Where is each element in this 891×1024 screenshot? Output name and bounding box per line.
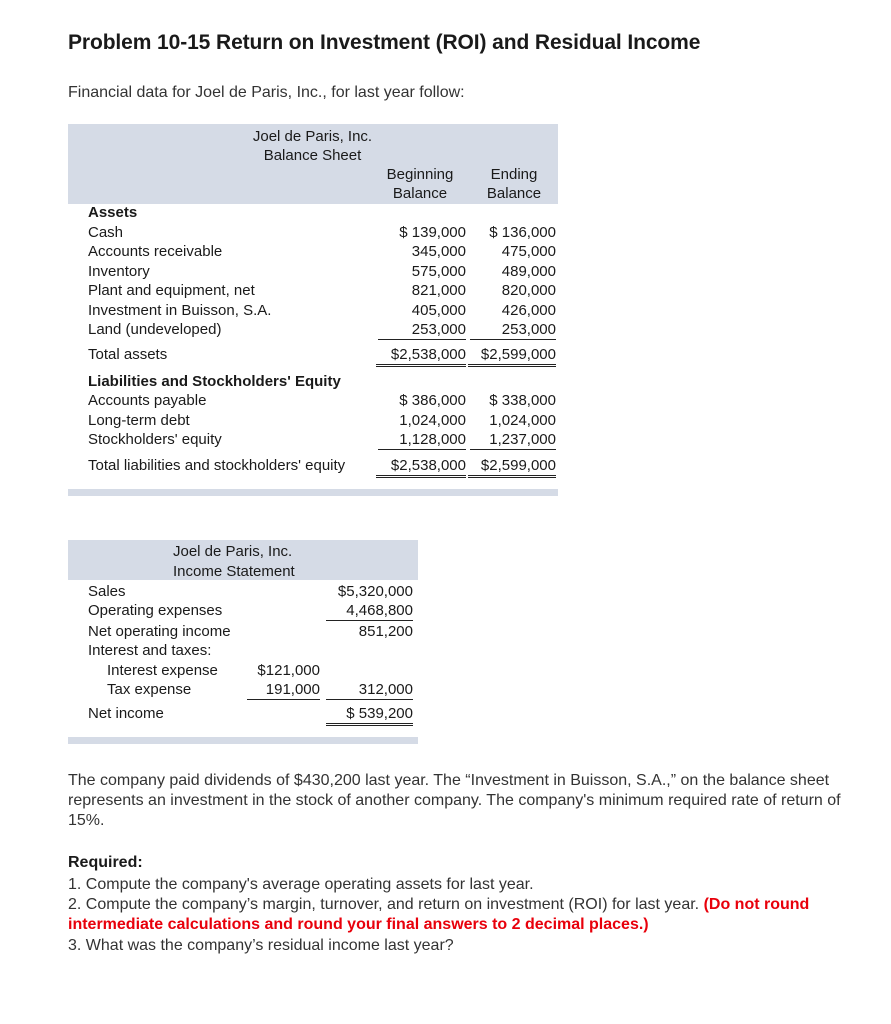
sales-value: $5,320,000 bbox=[337, 583, 413, 600]
liability-end: $ 338,000 bbox=[489, 392, 556, 409]
asset-label: Plant and equipment, net bbox=[88, 282, 255, 299]
liability-label: Accounts payable bbox=[88, 392, 207, 409]
asset-end: 253,000 bbox=[470, 320, 556, 340]
noi-value: 851,200 bbox=[358, 623, 413, 640]
dividends-paragraph: The company paid dividends of $430,200 last year. The “Investment in Buisson, S.A.,” on the balance sheet represents an investment in the stock of another company. The company's minimum required rate of return of 15%. bbox=[68, 772, 841, 829]
required-q2-note: (Do not round intermediate calculations and round your final answers to 2 decimal places.) bbox=[68, 896, 810, 933]
asset-end: 426,000 bbox=[501, 302, 556, 319]
asset-end: 820,000 bbox=[501, 282, 556, 299]
asset-begin: 575,000 bbox=[411, 263, 466, 280]
required-q3: 3. What was the company’s residual income last year? bbox=[68, 937, 454, 954]
liability-begin: 1,024,000 bbox=[399, 412, 466, 429]
bs-col-end-1: Ending bbox=[490, 166, 538, 183]
total-liab-label: Total liabilities and stockholders' equity bbox=[88, 457, 346, 474]
total-liab-begin: $2,538,000 bbox=[376, 456, 466, 478]
asset-label: Cash bbox=[88, 224, 124, 241]
asset-label: Accounts receivable bbox=[88, 243, 223, 260]
opex-label: Operating expenses bbox=[88, 602, 223, 619]
liability-label: Stockholders' equity bbox=[88, 431, 222, 448]
asset-end: 489,000 bbox=[501, 263, 556, 280]
assets-header: Assets bbox=[88, 204, 138, 221]
asset-label: Land (undeveloped) bbox=[88, 321, 222, 338]
bs-col-end-2: Balance bbox=[486, 185, 542, 202]
asset-begin: $ 139,000 bbox=[399, 224, 466, 241]
liability-begin: 1,128,000 bbox=[378, 430, 466, 450]
interest-taxes-total: 312,000 bbox=[326, 680, 413, 700]
asset-label: Investment in Buisson, S.A. bbox=[88, 302, 272, 319]
asset-begin: 821,000 bbox=[411, 282, 466, 299]
bs-col-begin-2: Balance bbox=[392, 185, 448, 202]
asset-end: 475,000 bbox=[501, 243, 556, 260]
required-q1: 1. Compute the company's average operating assets for last year. bbox=[68, 876, 534, 893]
intro-text: Financial data for Joel de Paris, Inc., for last year follow: bbox=[68, 84, 465, 101]
required-heading: Required: bbox=[68, 854, 143, 871]
balance-sheet-footer-band bbox=[68, 489, 558, 496]
liability-label: Long-term debt bbox=[88, 412, 190, 429]
tax-expense-value: 191,000 bbox=[247, 680, 320, 700]
liabilities-header: Liabilities and Stockholders' Equity bbox=[88, 373, 341, 390]
total-assets-label: Total assets bbox=[88, 346, 168, 363]
liability-begin: $ 386,000 bbox=[399, 392, 466, 409]
page-title: Problem 10-15 Return on Investment (ROI) and Residual Income bbox=[68, 31, 701, 54]
required-q2: 2. Compute the company’s margin, turnover, and return on investment (ROI) for last year. bbox=[68, 896, 700, 913]
total-liab-end: $2,599,000 bbox=[468, 456, 556, 478]
tax-expense-label: Tax expense bbox=[107, 681, 192, 698]
net-income-label: Net income bbox=[88, 705, 164, 722]
asset-end: $ 136,000 bbox=[489, 224, 556, 241]
required-q2-block bbox=[68, 895, 858, 935]
interest-expense-label: Interest expense bbox=[107, 662, 218, 679]
bs-company: Joel de Paris, Inc. bbox=[252, 128, 373, 145]
interest-taxes-label: Interest and taxes: bbox=[88, 642, 212, 659]
liability-end: 1,024,000 bbox=[489, 412, 556, 429]
opex-value: 4,468,800 bbox=[326, 601, 413, 621]
interest-expense-value: $121,000 bbox=[257, 662, 320, 679]
total-assets-begin: $2,538,000 bbox=[376, 345, 466, 367]
is-title: Income Statement bbox=[173, 563, 295, 580]
noi-label: Net operating income bbox=[88, 623, 231, 640]
sales-label: Sales bbox=[88, 583, 126, 600]
bs-title: Balance Sheet bbox=[263, 147, 362, 164]
total-assets-end: $2,599,000 bbox=[468, 345, 556, 367]
asset-begin: 253,000 bbox=[378, 320, 466, 340]
asset-begin: 345,000 bbox=[411, 243, 466, 260]
bs-col-begin-1: Beginning bbox=[386, 166, 454, 183]
income-statement-footer-band bbox=[68, 737, 418, 744]
liability-end: 1,237,000 bbox=[470, 430, 556, 450]
is-company: Joel de Paris, Inc. bbox=[173, 543, 293, 560]
asset-label: Inventory bbox=[88, 263, 150, 280]
net-income-value: $ 539,200 bbox=[326, 704, 413, 726]
asset-begin: 405,000 bbox=[411, 302, 466, 319]
